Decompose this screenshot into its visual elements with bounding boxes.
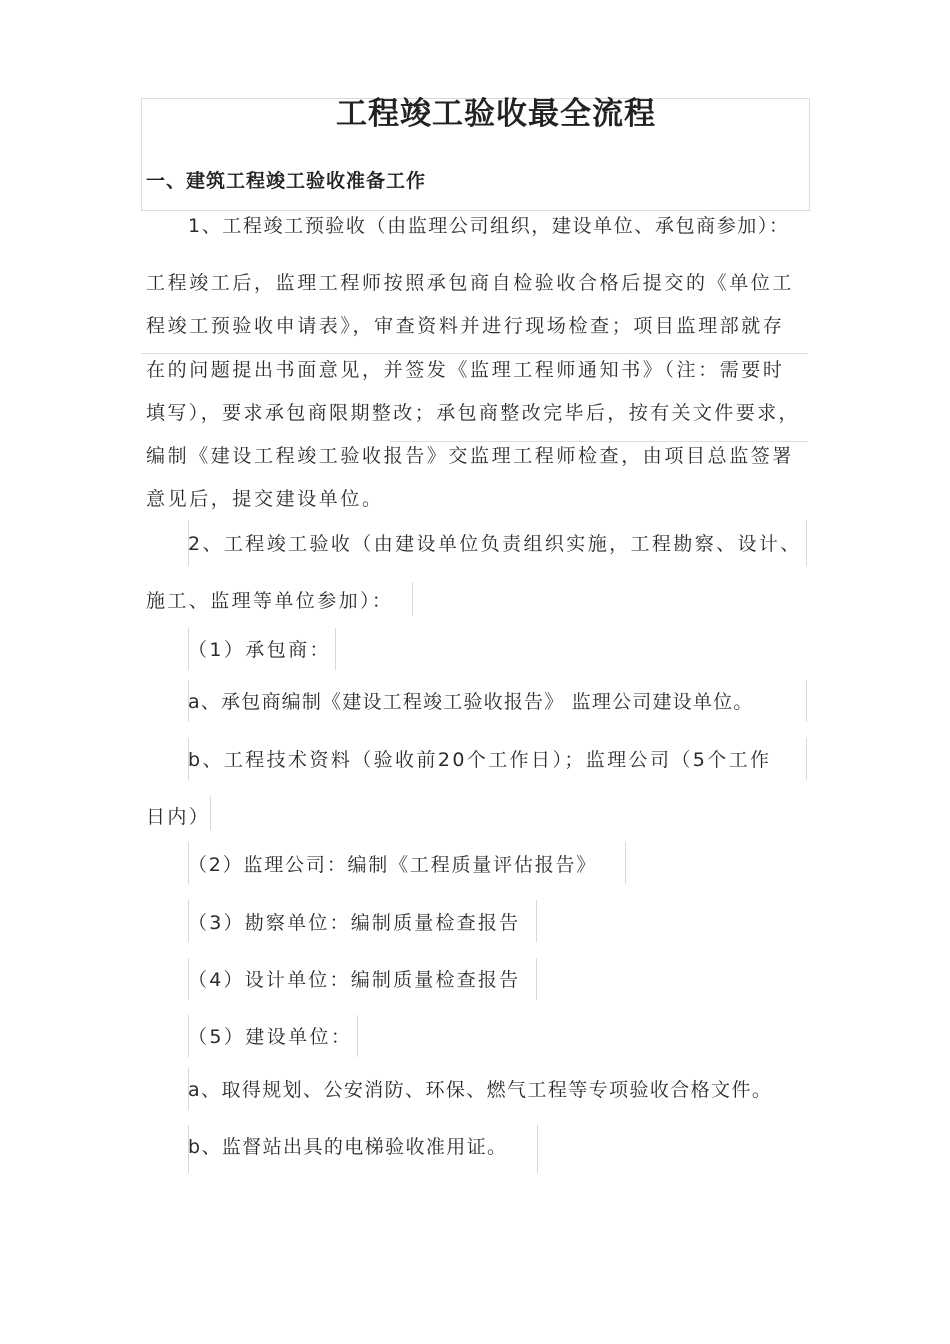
text-guide-line xyxy=(536,900,537,942)
contractor-item-a: a、承包商编制《建设工程竣工验收报告》 监理公司建设单位。 xyxy=(188,691,754,713)
text-guide-line xyxy=(412,582,413,616)
item-1-body-line: 意见后，提交建设单位。 xyxy=(146,488,384,510)
text-guide-line xyxy=(806,520,807,566)
text-guide-line xyxy=(806,680,807,722)
page-title: 工程竣工验收最全流程 xyxy=(336,96,656,132)
text-guide-line xyxy=(625,842,626,884)
item-1-body-line: 在的问题提出书面意见，并签发《监理工程师通知书》（注：需要时 xyxy=(146,359,785,381)
text-guide-line xyxy=(335,628,336,670)
item-1-body-line: 编制《建设工程竣工验收报告》交监理工程师检查，由项目总监签署 xyxy=(146,445,795,467)
contractor-item-b: b、工程技术资料（验收前20个工作日）；监理公司（5个工作 xyxy=(188,749,772,771)
contractor-item-b-continued: 日内） xyxy=(146,806,211,828)
item-2-lead-continued: 施工、监理等单位参加）： xyxy=(146,590,394,612)
contractor-heading: （1）承包商： xyxy=(188,639,331,661)
item-1-lead: 1、工程竣工预验收（由监理公司组织，建设单位、承包商参加）： xyxy=(188,215,790,237)
text-guide-line xyxy=(537,1125,538,1173)
owner-heading: （5）建设单位： xyxy=(188,1026,353,1048)
owner-item-b: b、监督站出具的电梯验收准用证。 xyxy=(188,1136,508,1158)
survey-unit-item: （3）勘察单位：编制质量检查报告 xyxy=(188,912,521,934)
item-2-lead: 2、工程竣工验收（由建设单位负责组织实施，工程勘察、设计、 xyxy=(188,533,802,555)
item-1-body-line: 填写），要求承包商限期整改；承包商整改完毕后，按有关文件要求， xyxy=(146,402,800,424)
text-guide-line xyxy=(357,1015,358,1057)
item-1-body-line: 工程竣工后，监理工程师按照承包商自检验收合格后提交的《单位工 xyxy=(146,272,795,294)
owner-item-a: a、取得规划、公安消防、环保、燃气工程等专项验收合格文件。 xyxy=(188,1079,773,1101)
text-guide-line xyxy=(141,353,808,354)
supervisor-item: （2）监理公司：编制《工程质量评估报告》 xyxy=(188,854,598,876)
design-unit-item: （4）设计单位：编制质量检查报告 xyxy=(188,969,521,991)
section-heading: 一、建筑工程竣工验收准备工作 xyxy=(146,170,427,192)
text-guide-line xyxy=(536,958,537,1000)
item-1-body-line: 程竣工预验收申请表》，审查资料并进行现场检查；项目监理部就存 xyxy=(146,315,785,337)
text-guide-line xyxy=(806,738,807,780)
